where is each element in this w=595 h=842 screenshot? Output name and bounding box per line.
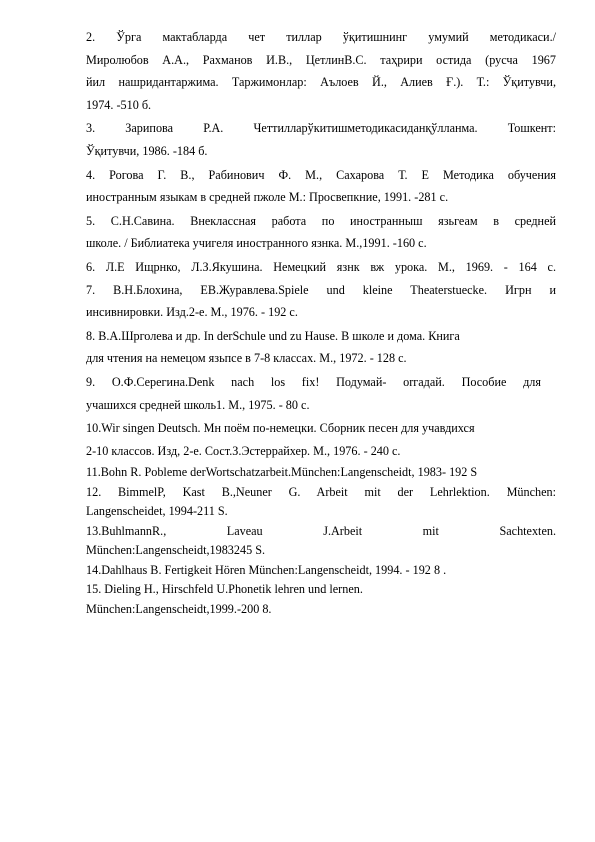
reference-entry-2	[86, 26, 556, 116]
ref-line: 3. Зарипова Р.А. Четтилларўкитишметодикасиданқўлланма. Тошкент:	[86, 121, 556, 136]
ref-line: 12. BimmelP, Kast B.,Neuner G. Arbeit mit der Lehrlektion. München:	[86, 484, 556, 499]
ref-line: Langenscheidet, 1994-211 S.	[86, 504, 228, 519]
ref-line: Миролюбов А.А., Рахманов И.В., ЦетлинВ.С. таҳрири остида (русча 1967	[86, 52, 556, 67]
ref-line: инсивнировки. Изд.2-е. М., 1976. - 192 с.	[86, 305, 298, 320]
ref-line: 9. О.Ф.Серегина.Denk nach los fix! Подумай- orгадай. Пособие для	[86, 374, 541, 389]
ref-line: 15. Dieling H., Hirschfeld U.Phonetik lehren und lernen.	[86, 582, 363, 597]
ref-line: Ўқитувчи, 1986. -184 б.	[86, 143, 208, 158]
ref-line: 11.Bohn R. Pobleme derWortschatzarbeit.München:Langenscheidt, 1983- 192 S	[86, 465, 478, 480]
ref-line: 14.Dahlhaus B. Fertigkeit Hören München:Langenscheidt, 1994. - 192 8 .	[86, 562, 447, 577]
ref-line: учашихся средней школь1. М., 1975. - 80 с.	[86, 397, 310, 412]
reference-entry-3	[86, 117, 556, 162]
ref-line: 10.Wir singen Deutsch. Мн поём по-немецки. Сборник песен для учавдихся	[86, 421, 475, 436]
ref-line: школе. / Библиатека учигеля иностранного язнка. М.,1991. -160 с.	[86, 236, 427, 251]
ref-line: 1974. -510 б.	[86, 97, 152, 112]
reference-entry-6-7	[86, 256, 556, 324]
ref-line: München:Langenscheidt,1983245 S.	[86, 543, 266, 558]
reference-entry-5	[86, 210, 556, 255]
ref-line: для чтения на немецом язьпсе в 7-8 классах. М., 1972. - 128 с.	[86, 351, 407, 366]
ref-line: 6. Л.Е Ищрнко, Л.З.Якушина. Немецкий язнк вж урока. М., 1969. - 164 с.	[86, 259, 556, 274]
reference-entry-9	[86, 371, 556, 416]
ref-line: 5. С.Н.Савина. Внеклассная работа по иностранныш язьгеам в средней	[86, 213, 556, 228]
ref-line: 4. Рогова Г. В., Рабинович Ф. М., Сахарова Т. Е Методика обучения	[86, 167, 556, 182]
ref-line: йил нашридантаржима. Таржимонлар: Аълоев Й., Алиев Ғ.). Т.: Ўқитувчи,	[86, 75, 556, 90]
reference-list	[86, 26, 556, 620]
reference-entry-8	[86, 325, 556, 370]
reference-entry-10	[86, 417, 556, 462]
ref-line: München:Langenscheidt,1999.-200 8.	[86, 601, 272, 616]
reference-entry-4	[86, 164, 556, 209]
ref-line: 13.BuhlmannR., Laveau J.Arbeit mit Sachtexten.	[86, 523, 556, 538]
reference-entry-11-15	[86, 463, 556, 619]
ref-line: 8. В.А.Шрголева и др. In derSchule und zu Hause. В школе и дома. Книга	[86, 328, 460, 343]
ref-line: 2-10 классов. Изд, 2-е. Сост.З.Эстеррайхер. М., 1976. - 240 с.	[86, 443, 401, 458]
ref-line: 2. Ўрга мактабларда чет тиллар ўқитишнинг умумий методикаси./	[86, 30, 556, 44]
ref-line: 7. В.Н.Блохина, ЕВ.Журавлева.Spiele und kleine Theaterstuecke. Игрн и	[86, 282, 556, 297]
ref-line: иностранным языкам в средней пжоле М.: Просвепкние, 1991. -281 с.	[86, 190, 449, 205]
